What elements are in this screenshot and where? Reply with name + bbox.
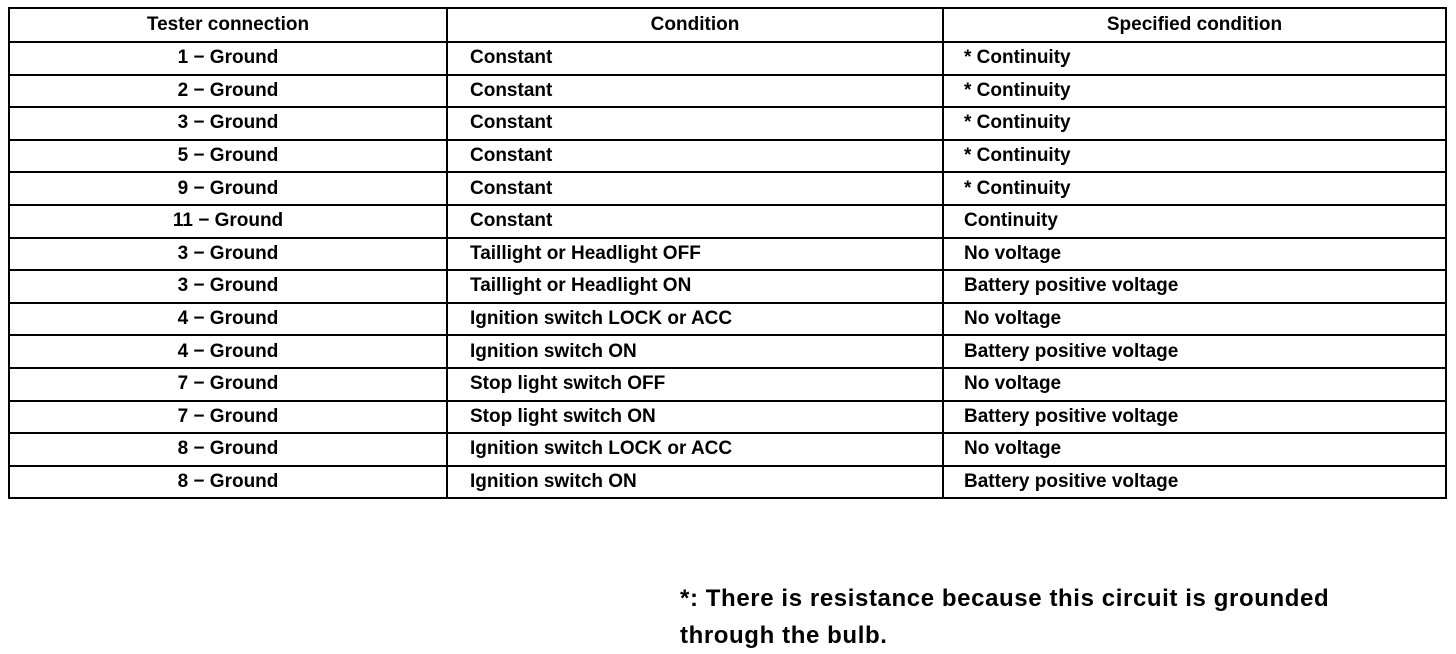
specified-condition-cell: Battery positive voltage <box>943 466 1446 499</box>
header-specified-condition: Specified condition <box>943 8 1446 42</box>
tester-connection-cell: 4 − Ground <box>9 303 447 336</box>
condition-cell: Constant <box>447 75 943 108</box>
table-row <box>9 433 1446 466</box>
table-row <box>9 75 1446 108</box>
table-row <box>9 172 1446 205</box>
specified-condition-cell: * Continuity <box>943 140 1446 173</box>
specified-condition-cell: * Continuity <box>943 107 1446 140</box>
header-condition: Condition <box>447 8 943 42</box>
condition-cell: Ignition switch ON <box>447 466 943 499</box>
specified-condition-cell: * Continuity <box>943 75 1446 108</box>
table-row <box>9 335 1446 368</box>
condition-cell: Ignition switch ON <box>447 335 943 368</box>
tester-connection-cell: 11 − Ground <box>9 205 447 238</box>
table-row <box>9 42 1446 75</box>
table-row <box>9 140 1446 173</box>
condition-cell: Constant <box>447 172 943 205</box>
condition-cell: Constant <box>447 140 943 173</box>
condition-cell: Constant <box>447 205 943 238</box>
tester-connection-cell: 9 − Ground <box>9 172 447 205</box>
table-row <box>9 401 1446 434</box>
condition-cell: Constant <box>447 107 943 140</box>
specified-condition-cell: Battery positive voltage <box>943 401 1446 434</box>
tester-connection-cell: 7 − Ground <box>9 401 447 434</box>
tester-connection-cell: 7 − Ground <box>9 368 447 401</box>
table-row <box>9 270 1446 303</box>
condition-cell: Ignition switch LOCK or ACC <box>447 303 943 336</box>
tester-connection-cell: 2 − Ground <box>9 75 447 108</box>
specified-condition-cell: Battery positive voltage <box>943 270 1446 303</box>
specified-condition-cell: No voltage <box>943 238 1446 271</box>
resistance-footnote <box>680 580 1450 654</box>
tester-connection-cell: 3 − Ground <box>9 107 447 140</box>
specified-condition-cell: Continuity <box>943 205 1446 238</box>
condition-cell: Taillight or Headlight OFF <box>447 238 943 271</box>
specified-condition-cell: No voltage <box>943 433 1446 466</box>
table-row <box>9 466 1446 499</box>
specified-condition-cell: No voltage <box>943 368 1446 401</box>
condition-cell: Constant <box>447 42 943 75</box>
tester-connection-cell: 1 − Ground <box>9 42 447 75</box>
condition-cell: Ignition switch LOCK or ACC <box>447 433 943 466</box>
specified-condition-cell: * Continuity <box>943 42 1446 75</box>
footnote-line-2: through the bulb. <box>680 622 888 649</box>
condition-cell: Stop light switch OFF <box>447 368 943 401</box>
table-row <box>9 303 1446 336</box>
tester-connection-cell: 3 − Ground <box>9 238 447 271</box>
specification-table <box>8 7 1447 499</box>
specified-condition-cell: * Continuity <box>943 172 1446 205</box>
condition-cell: Stop light switch ON <box>447 401 943 434</box>
tester-connection-cell: 5 − Ground <box>9 140 447 173</box>
specified-condition-cell: No voltage <box>943 303 1446 336</box>
table-row <box>9 238 1446 271</box>
tester-connection-cell: 4 − Ground <box>9 335 447 368</box>
tester-connection-cell: 8 − Ground <box>9 466 447 499</box>
footnote-line-1: *: There is resistance because this circuit is grounded <box>680 585 1330 612</box>
specified-condition-cell: Battery positive voltage <box>943 335 1446 368</box>
tester-connection-cell: 8 − Ground <box>9 433 447 466</box>
tester-connection-cell: 3 − Ground <box>9 270 447 303</box>
table-row <box>9 368 1446 401</box>
condition-cell: Taillight or Headlight ON <box>447 270 943 303</box>
table-row <box>9 205 1446 238</box>
table-header-row <box>9 8 1446 42</box>
header-tester-connection: Tester connection <box>9 8 447 42</box>
table-row <box>9 107 1446 140</box>
